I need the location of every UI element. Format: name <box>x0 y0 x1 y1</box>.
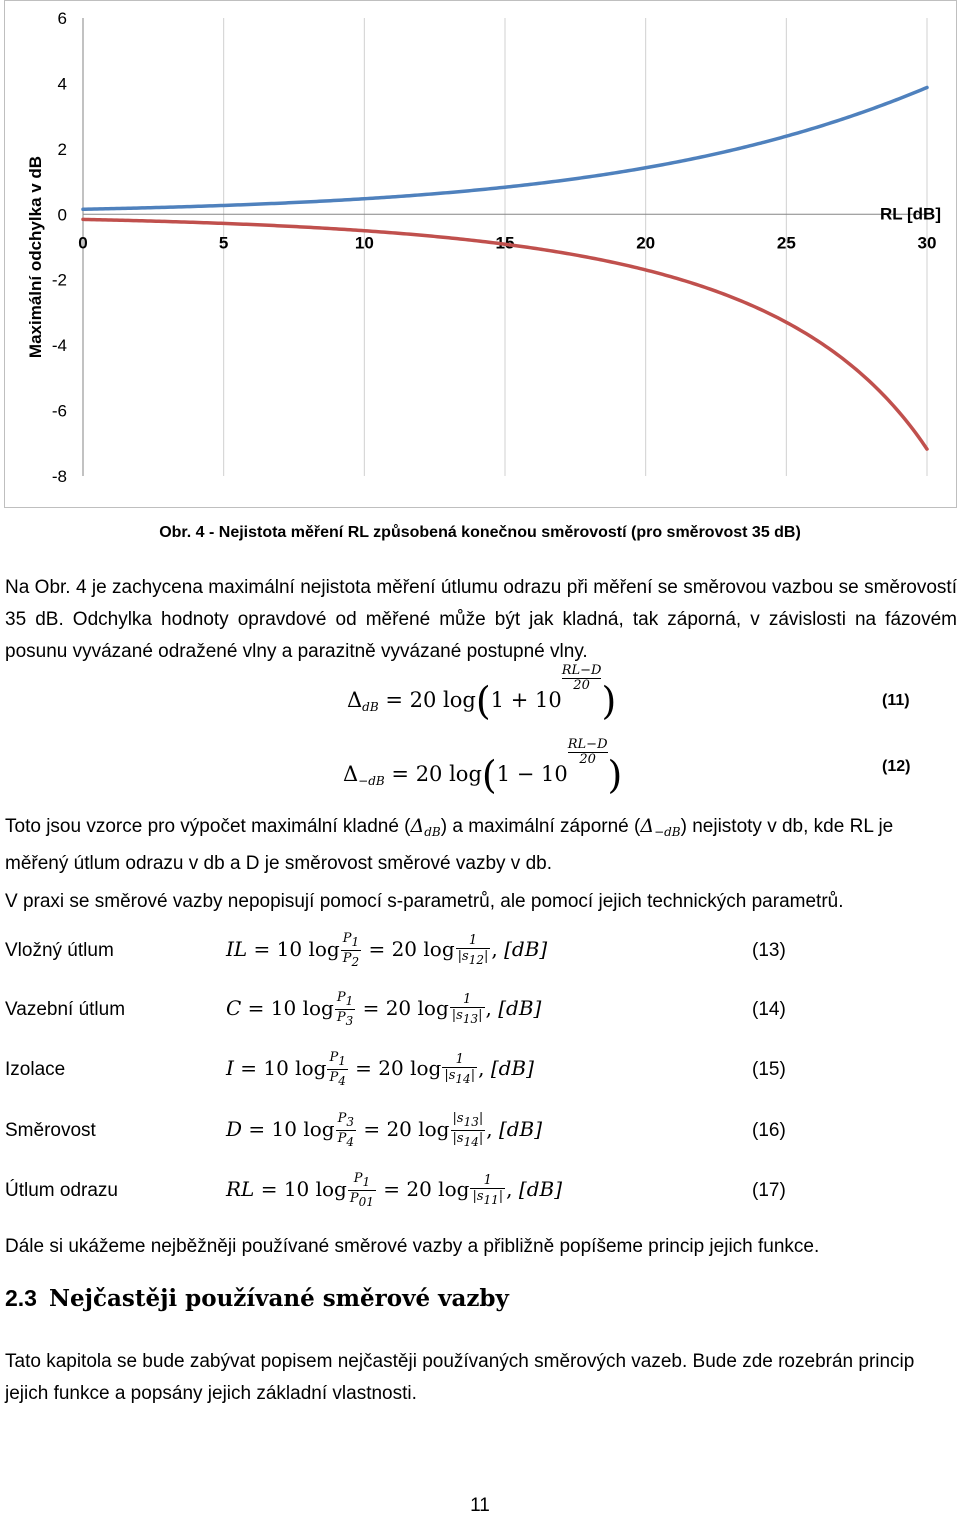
y-tick-label: -8 <box>51 467 67 486</box>
eq11-exp-den: 20 <box>573 678 590 693</box>
param-formula: D = 10 log $\frac{P3}{P4}$ = 20 log $\frac{|s13|}{|s14|}$ , [dB] <box>226 1111 543 1149</box>
param-unit: [dB] <box>504 937 548 961</box>
param-formula: IL = 10 log $\frac{P1}{P2}$ = 20 log $\frac{1}{|s12|}$ , [dB] <box>226 931 548 969</box>
param-label: Vložný útlum <box>5 940 114 961</box>
eq12-inner: 1 − 10 <box>496 762 568 786</box>
eq11-inner: 1 + 10 <box>490 688 562 712</box>
param-label: Izolace <box>5 1059 66 1080</box>
section-number: 2.3 <box>5 1285 37 1311</box>
param-equation-number: (13) <box>752 940 786 961</box>
eq12-body: = 20 log <box>391 762 482 786</box>
param-unit: [dB] <box>498 1117 543 1141</box>
y-tick-label: -4 <box>51 336 67 356</box>
x-tick-label: 5 <box>218 233 229 253</box>
param-symbol: I <box>226 1056 234 1080</box>
param-equation-number: (16) <box>752 1120 786 1141</box>
figure-caption: Obr. 4 - Nejistota měření RL způsobená konečnou směrovostí (pro směrovost 35 dB) <box>159 524 801 541</box>
paragraph-sparams: V praxi se směrové vazby nepopisují pomocí s-parametrů, ale pomocí jejich technických parametrů. <box>5 891 844 912</box>
paragraph-formula-explanation: Toto jsou vzorce pro výpočet maximální kladné $(\Delta_{dB})$ a maximální záporné $(\Delta_{-dB})$ nejistoty v db, kde RL je měřený útlum odrazu v db a D je směrovost směrové vazby v db. <box>5 815 894 874</box>
eq12-lhs-sub: −dB <box>358 774 385 788</box>
para2-part-b: ) a maximální záporné ( <box>440 816 641 837</box>
equation-12: $\Delta_{-dB} = 20$ log(1 − 10 $\frac{RL-D}{20}$) <box>343 737 623 797</box>
para2-part-a: Toto jsou vzorce pro výpočet maximální kladné ( <box>5 816 411 837</box>
param-unit: [dB] <box>490 1056 534 1080</box>
param-equation-number: (17) <box>752 1180 786 1201</box>
x-tick-label: 30 <box>917 233 937 253</box>
param-formula: RL = 10 log $\frac{P1}{P01}$ = 20 log $\frac{1}{|s11|}$ , [dB] <box>226 1171 562 1209</box>
param-label: Vazební útlum <box>5 999 126 1020</box>
paragraph-chapter-intro: Tato kapitola se bude zabývat popisem nejčastěji používaných směrových vazeb. Bude zde rozebrán princip jejich funkce a popsány jejich základní vlastnosti. <box>5 1351 915 1404</box>
y-tick-label: 4 <box>57 74 67 94</box>
eq11-lhs-sub: dB <box>362 700 379 714</box>
param-formula: C = 10 log $\frac{P1}{P3}$ = 20 log $\frac{1}{|s13|}$ , [dB] <box>226 990 542 1028</box>
param-equation-number: (14) <box>752 999 786 1020</box>
param-symbol: C <box>226 996 242 1020</box>
param-symbol: RL <box>226 1177 255 1201</box>
x-tick-label: 0 <box>78 233 88 253</box>
x-tick-label: 10 <box>354 233 374 253</box>
y-axis-label: Maximální odchylka v dB <box>26 155 45 359</box>
eq11-exp-num: RL−D <box>561 663 602 678</box>
param-formula: I = 10 log $\frac{P1}{P4}$ = 20 log $\frac{1}{|s14|}$ , [dB] <box>226 1050 534 1088</box>
x-axis-label: RL [dB] <box>879 204 941 224</box>
paragraph-next: Dále si ukážeme nejběžněji používané směrové vazby a přibližně popíšeme princip jejich funkce. <box>5 1236 820 1257</box>
paragraph-intro: Na Obr. 4 je zachycena maximální nejistota měření útlumu odrazu při měření se směrovou vazbou se směrovostí 35 dB. Odchylka hodnoty opravdové od měřené může být jak kladná, tak záporná, v závislosti na fázovém posunu vyvázané odražené vlny a parazitně vyvázané postupné vlny. <box>5 577 957 662</box>
para2-delta-neg: −dB <box>654 825 681 839</box>
y-tick-label: -6 <box>51 401 67 421</box>
section-heading <box>5 1285 509 1312</box>
y-tick-label: 6 <box>57 9 67 28</box>
param-unit: [dB] <box>498 996 542 1020</box>
param-symbol: D <box>226 1117 243 1141</box>
equation-12-number: (12) <box>882 758 911 775</box>
y-tick-label: 0 <box>57 205 67 225</box>
param-label: Směrovost <box>5 1120 96 1141</box>
param-symbol: IL <box>226 937 248 961</box>
param-equation-number: (15) <box>752 1059 786 1080</box>
eq12-exp-den: 20 <box>579 752 596 767</box>
para2-delta-pos: dB <box>424 825 441 839</box>
eq11-body: = 20 log <box>385 688 476 712</box>
equation-11: $\Delta_{dB} = 20$ log(1 + 10 $\frac{RL-D}{20}$) <box>347 663 617 723</box>
param-unit: [dB] <box>518 1177 562 1201</box>
param-label: Útlum odrazu <box>5 1180 118 1201</box>
section-title: Nejčastěji používané směrové vazby <box>48 1285 509 1312</box>
uncertainty-chart <box>5 1 958 509</box>
para2-part-c: ) nejistoty v db, kde RL je měřený útlum odrazu v db a D je směrovost směrové vazby v db. <box>5 816 894 874</box>
page-number: 11 <box>470 1495 490 1516</box>
x-tick-label: 25 <box>776 233 796 253</box>
y-tick-label: 2 <box>57 139 67 159</box>
y-tick-label: -2 <box>51 270 67 290</box>
equation-11-number: (11) <box>882 692 910 709</box>
x-tick-label: 20 <box>636 233 656 253</box>
x-tick-label: 15 <box>495 233 515 253</box>
eq12-exp-num: RL−D <box>567 737 608 752</box>
chart-frame <box>4 0 957 508</box>
